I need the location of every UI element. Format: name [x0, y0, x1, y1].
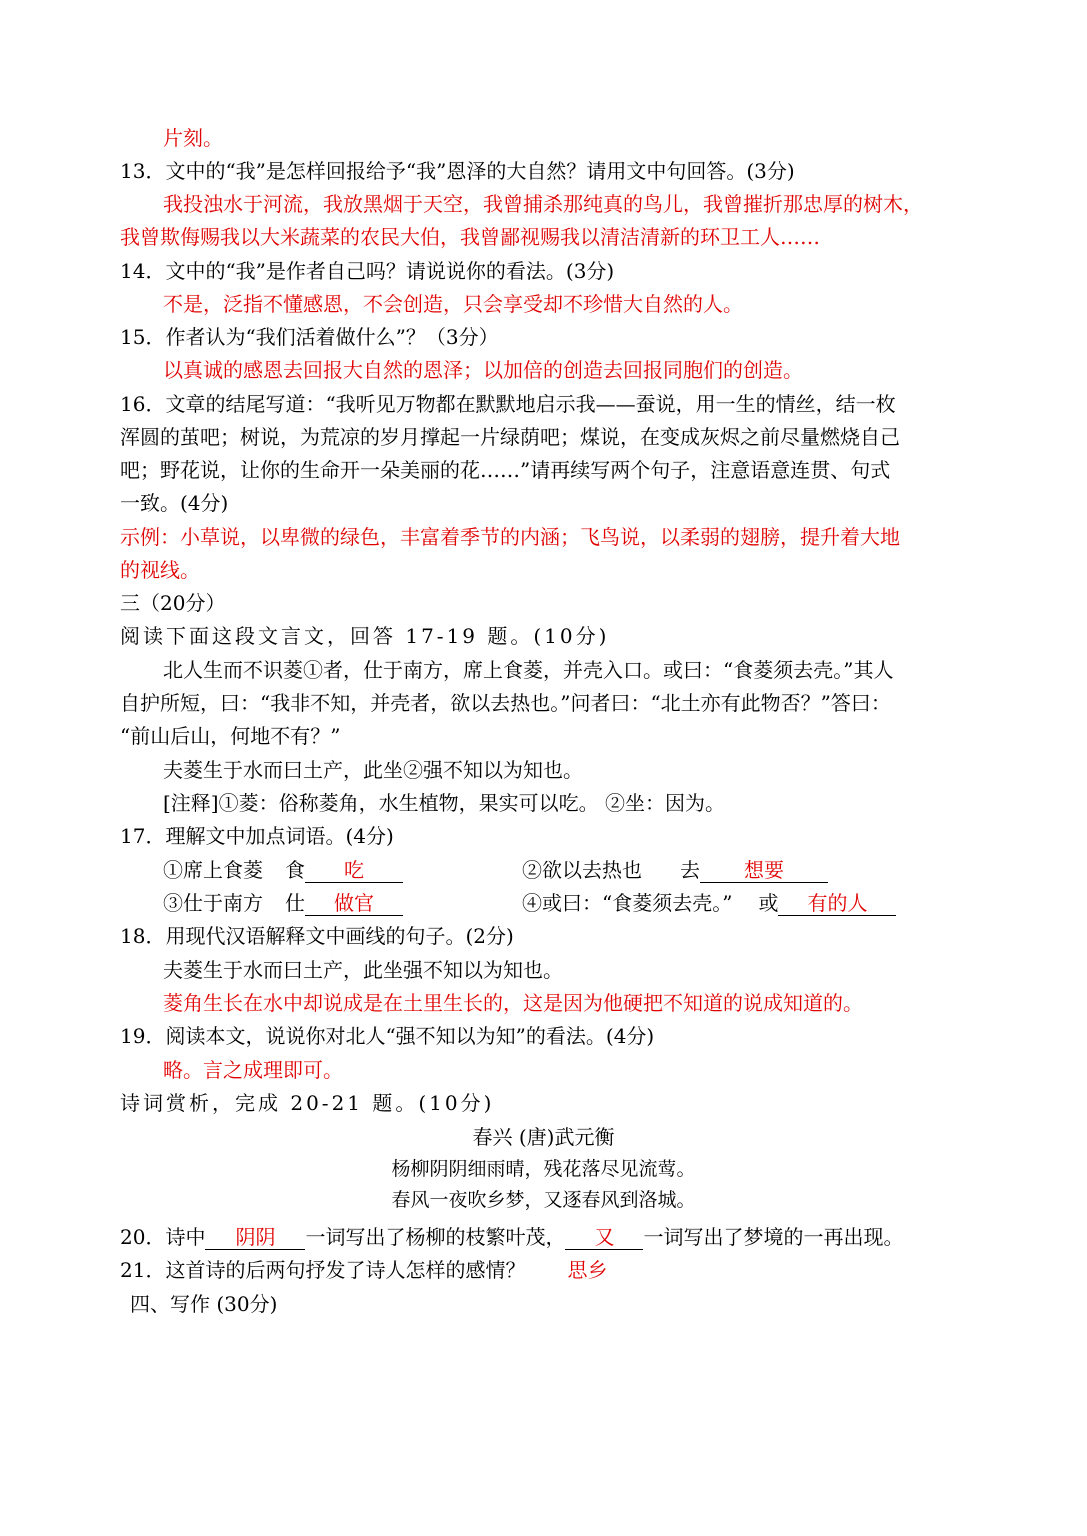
- section-3-heading: 三（20分）: [120, 591, 226, 615]
- q17-item1-word: 食: [285, 858, 305, 882]
- poem-line1: 杨柳阴阴细雨晴，残花落尽见流莺。: [391, 1158, 696, 1180]
- passage-line1: 北人生而不识菱①者，仕于南方，席上食菱，并壳入口。或曰：“食菱须去壳。”其人: [163, 658, 894, 682]
- reading-instruction: 阅读下面这段文言文，回答 17-19 题。(10分): [120, 624, 610, 648]
- q17-item3: [163, 890, 403, 916]
- q17-item4-word: 或: [758, 891, 779, 915]
- q17-item3-answer: 做官: [305, 891, 403, 916]
- answer-13-line1: 我投浊水于河流，我放黑烟于天空，我曾捕杀那纯真的鸟儿，我曾摧折那忠厚的树木，: [163, 192, 923, 216]
- q21-answer: 思乡: [567, 1258, 608, 1282]
- question-16-line2: 浑圆的茧吧；树说，为荒凉的岁月撑起一片绿荫吧；煤说，在变成灰烬之前尽量燃烧自己: [120, 425, 900, 449]
- q17-item4-answer: 有的人: [778, 891, 896, 916]
- question-18-sentence: 夫菱生于水而曰土产，此坐强不知以为知也。: [163, 958, 563, 982]
- poem-line2: 春风一夜吹乡梦，又逐春风到洛城。: [391, 1189, 696, 1211]
- question-15: 15．作者认为“我们活着做什么”？（3分）: [120, 325, 499, 349]
- question-18: 18．用现代汉语解释文中画线的句子。(2分): [120, 924, 514, 948]
- poem-title: 春兴 (唐)武元衡: [472, 1125, 615, 1149]
- q20-answer1: 阴阴: [205, 1225, 305, 1250]
- q20-middle: 一词写出了杨柳的枝繁叶茂，: [305, 1225, 566, 1249]
- question-21: [120, 1257, 607, 1283]
- question-14: 14．文中的“我”是作者自己吗？请说说你的看法。(3分): [120, 259, 615, 283]
- answer-19: 略。言之成理即可。: [163, 1058, 343, 1082]
- answer-15: 以真诚的感恩去回报大自然的恩泽；以加倍的创造去回报同胞们的创造。: [163, 358, 803, 382]
- answer-16-line2: 的视线。: [120, 558, 200, 582]
- answer-line: 片刻。: [163, 126, 223, 150]
- question-16-line1: 16．文章的结尾写道：“我听见万物都在默默地启示我——蚕说，用一生的情丝，结一枚: [120, 392, 896, 416]
- answer-18: 菱角生长在水中却说成是在土里生长的，这是因为他硬把不知道的说成知道的。: [163, 991, 863, 1015]
- annotation: [注释]①菱：俗称菱角，水生植物，果实可以吃。 ②坐：因为。: [163, 791, 725, 815]
- question-16-line4: 一致。(4分): [120, 491, 229, 515]
- q17-item1-text: ①席上食菱: [163, 858, 263, 882]
- question-19: 19．阅读本文，说说你对北人“强不知以为知”的看法。(4分): [120, 1024, 655, 1048]
- q17-item3-text: ③仕于南方: [163, 891, 263, 915]
- section-4-heading: 四、写作 (30分): [130, 1292, 278, 1316]
- q17-item4-text: ④或曰：“食菱须去壳。”: [522, 891, 733, 915]
- question-16-line3: 吧；野花说，让你的生命开一朵美丽的花……”请再续写两个句子，注意语意连贯、句式: [120, 458, 891, 482]
- answer-13-line2: 我曾欺侮赐我以大米蔬菜的农民大伯，我曾鄙视赐我以清洁清新的环卫工人……: [120, 225, 820, 249]
- q17-item1: [163, 857, 403, 883]
- q20-prefix: 20．诗中: [120, 1225, 206, 1249]
- question-13: 13．文中的“我”是怎样回报给予“我”恩泽的大自然？请用文中句回答。(3分): [120, 159, 795, 183]
- q20-suffix: 一词写出了梦境的一再出现。: [643, 1225, 904, 1249]
- answer-14: 不是，泛指不懂感恩，不会创造，只会享受却不珍惜大自然的人。: [163, 292, 743, 316]
- q17-item1-answer: 吃: [305, 858, 403, 883]
- question-20: [120, 1224, 903, 1250]
- q17-item2-text: ②欲以去热也: [522, 858, 642, 882]
- q17-item4: [522, 890, 896, 916]
- passage-line4: 夫菱生于水而曰土产，此坐②强不知以为知也。: [163, 758, 583, 782]
- passage-line3: “前山后山，何地不有？”: [120, 724, 341, 748]
- q20-answer2: 又: [565, 1225, 643, 1250]
- q21-question: 21．这首诗的后两句抒发了诗人怎样的感情？: [120, 1258, 526, 1282]
- question-17: 17．理解文中加点词语。(4分): [120, 824, 394, 848]
- q17-item2-answer: 想要: [700, 858, 828, 883]
- q17-item2-word: 去: [680, 858, 700, 882]
- q17-item2: [522, 857, 828, 883]
- answer-16-line1: 示例：小草说，以卑微的绿色，丰富着季节的内涵；飞鸟说，以柔弱的翅膀，提升着大地: [120, 525, 900, 549]
- q17-item3-word: 仕: [285, 891, 305, 915]
- poetry-instruction: 诗词赏析，完成 20-21 题。(10分): [120, 1091, 495, 1115]
- passage-line2: 自护所短，曰：“我非不知，并壳者，欲以去热也。”问者曰：“北土亦有此物否？”答曰：: [120, 691, 891, 715]
